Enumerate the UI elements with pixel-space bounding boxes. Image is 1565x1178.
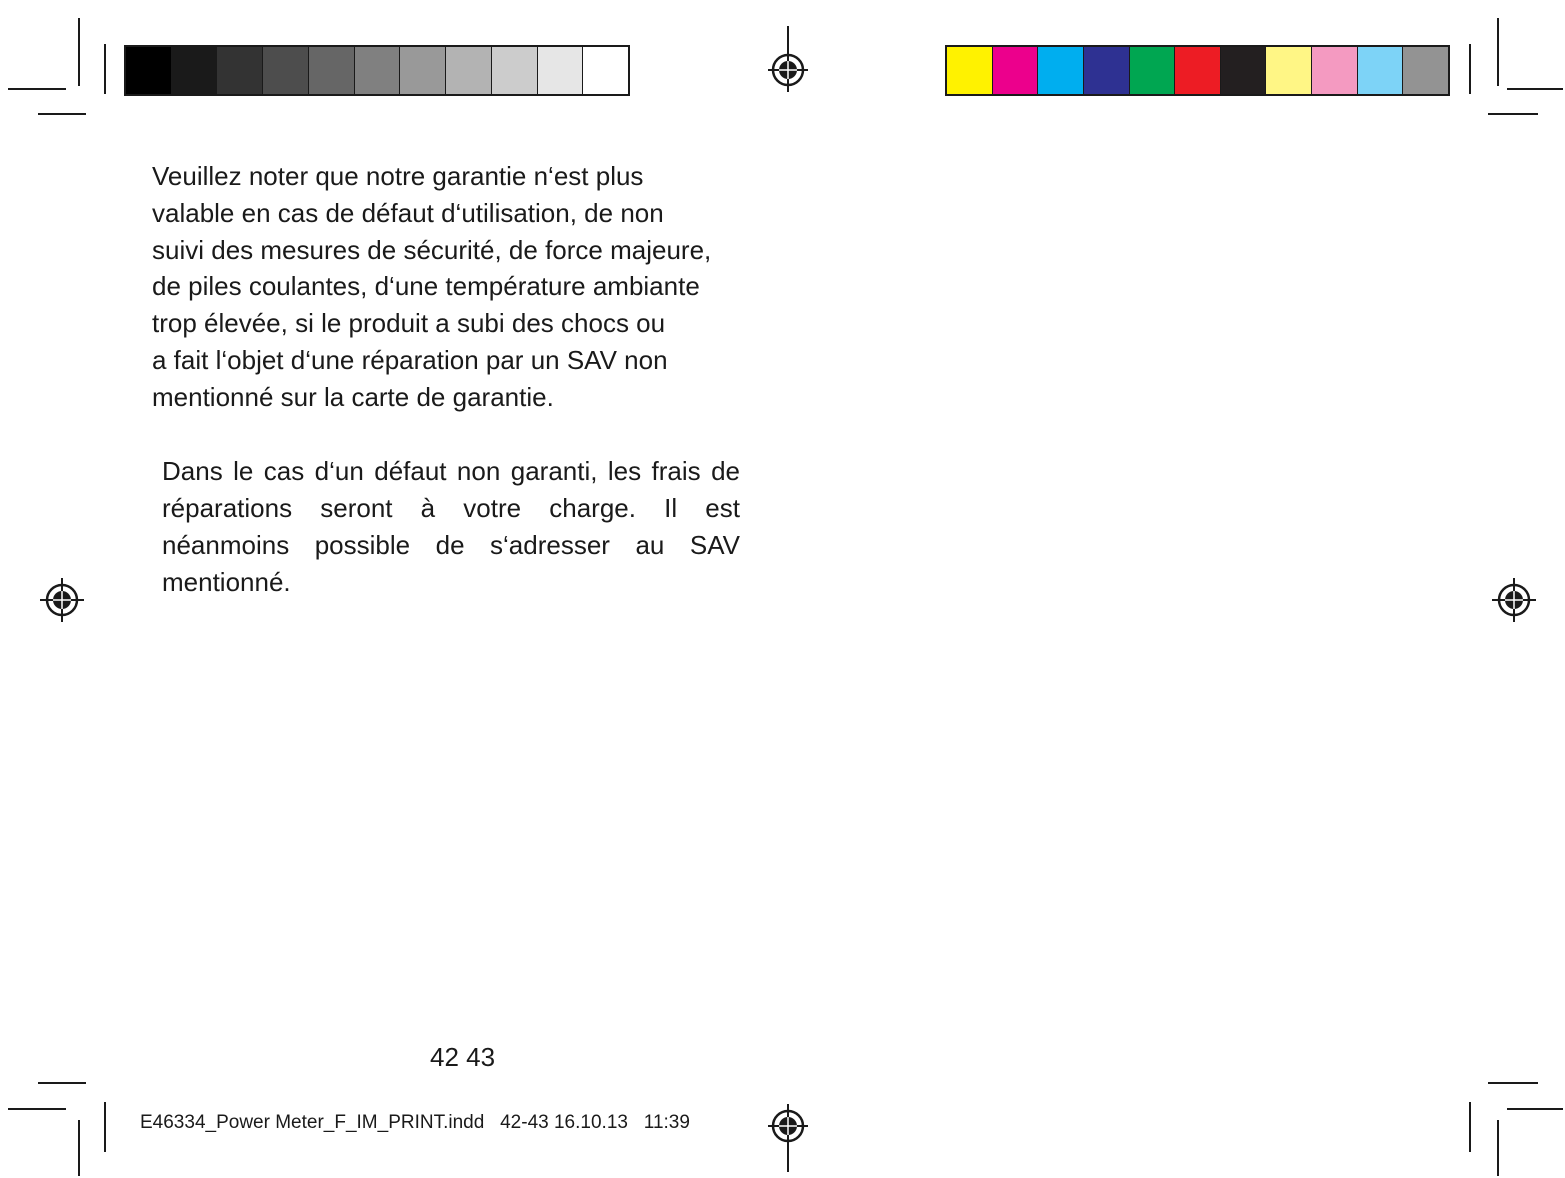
process-color-swatch [1358, 47, 1404, 94]
registration-mark-top-icon [766, 26, 810, 92]
grayscale-swatch [446, 47, 492, 94]
grayscale-color-bar [124, 45, 630, 96]
process-color-swatch [993, 47, 1039, 94]
grayscale-swatch [309, 47, 355, 94]
grayscale-swatch [126, 47, 172, 94]
process-color-swatch [1084, 47, 1130, 94]
registration-mark-right-icon [1492, 578, 1536, 622]
process-color-swatch [1130, 47, 1176, 94]
process-color-swatch [1312, 47, 1358, 94]
print-slug-line: E46334_Power Meter_F_IM_PRINT.indd 42-43 16.10.13 11:39 [140, 1112, 690, 1133]
grayscale-swatch [263, 47, 309, 94]
process-color-swatch [1221, 47, 1267, 94]
grayscale-swatch [400, 47, 446, 94]
grayscale-swatch [492, 47, 538, 94]
grayscale-swatch [217, 47, 263, 94]
process-color-swatch [947, 47, 993, 94]
process-color-swatch [1266, 47, 1312, 94]
grayscale-swatch [538, 47, 584, 94]
page-numbers: 42 43 [430, 1042, 496, 1072]
process-color-swatch [1175, 47, 1221, 94]
grayscale-swatch [172, 47, 218, 94]
grayscale-swatch [355, 47, 401, 94]
process-color-swatch [1038, 47, 1084, 94]
warranty-exclusions-paragraph: Veuillez noter que notre garantie n‘est plus valable en cas de défaut d‘utilisation, de non suivi des mesures de sécurité, de force majeure, de piles coulantes, d‘une température ambiante trop élevée, si le produit a subi des chocs ou a fait l‘objet d‘une réparation par un SAV non mentionné sur la carte de garantie. [152, 161, 712, 412]
registration-mark-left-icon [40, 578, 84, 622]
grayscale-swatch [583, 47, 628, 94]
registration-mark-bottom-icon [766, 1104, 810, 1172]
process-color-swatch [1403, 47, 1448, 94]
repair-costs-paragraph: Dans le cas d‘un défaut non garanti, les frais de réparations seront à votre charge. Il est néanmoins possible de s‘adresser au SAV mentionné. [162, 456, 740, 597]
process-color-bar [945, 45, 1450, 96]
